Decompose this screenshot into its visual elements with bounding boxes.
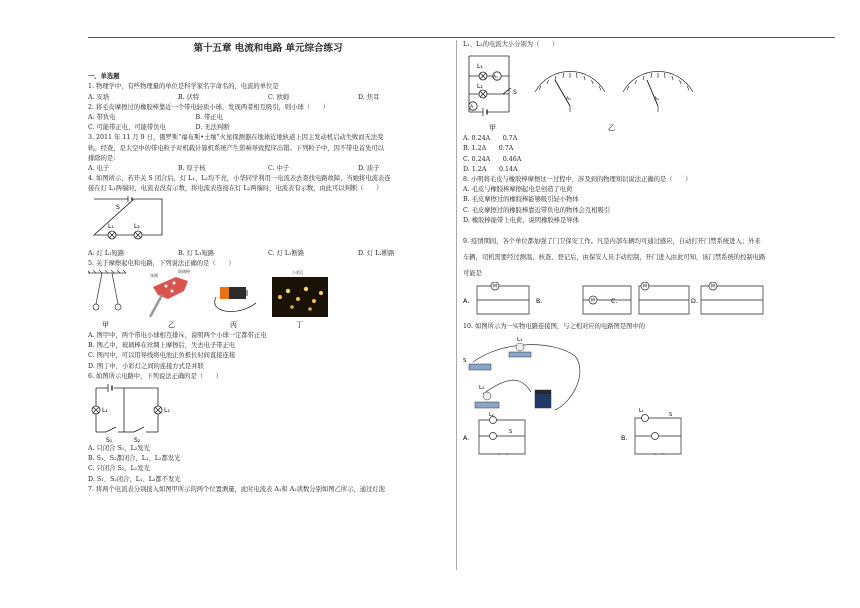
switch-label: S (116, 203, 120, 211)
physical-circuit (469, 343, 580, 410)
option-c[interactable]: C. 中子 (268, 165, 290, 173)
option-d[interactable]: D. 图丁中，小彩灯之间的连接方式是并联 (88, 362, 204, 370)
figure-label-yi: 乙 (168, 321, 175, 330)
question-stem: 5. 关于摩擦起电和电路，下列说法正确的是（ ） (88, 259, 235, 267)
option-a[interactable]: A. 安培 (88, 93, 110, 101)
option-b[interactable]: B. 毛皮摩擦过的橡胶棒能够吸引轻小物体 (463, 196, 579, 204)
switch-label-s2: S₂ (134, 437, 141, 445)
lamp-label-l2: L₂ (164, 407, 170, 415)
option-b[interactable]: B. 伏特 (178, 93, 200, 101)
suspended-balls-figure (88, 270, 126, 310)
motor-icon: M (643, 284, 647, 290)
lamp-tag: 小彩灯 (292, 270, 304, 276)
option-d[interactable]: D. S₁、S₂闭合，L₁、L₂都不发光 (88, 475, 181, 483)
figure-row-q5 (88, 269, 338, 331)
option-b[interactable]: B. 灯 L₁短路 (178, 249, 215, 257)
option-d[interactable]: D. 灯 L₂断路 (358, 249, 395, 257)
circuit-diagram-q6 (88, 382, 178, 444)
string-lights-figure (272, 277, 328, 317)
lamp-label-l1: L₁ (102, 407, 108, 415)
option-c[interactable]: C. 可能带正电，可能带负电 (88, 124, 166, 132)
option-c[interactable]: C. (611, 298, 618, 306)
question-stem-line: 4. 如图所示，若开关 S 闭合后，灯 L₁、L₂均不亮，小华同学利用一电流表去查找电路故障，当她将电流表连 (88, 175, 391, 183)
question-7 (463, 40, 835, 175)
question-3 (88, 133, 448, 174)
ammeter-dial-2 (623, 72, 693, 113)
circuit-jia (469, 56, 511, 116)
option-d[interactable]: D. 无法判断 (195, 124, 230, 132)
question-5 (88, 259, 448, 372)
option-d[interactable]: D. (691, 298, 698, 306)
lamp-label-a-l2: L₂ (489, 412, 494, 419)
option-d[interactable]: D. 1.2A 0.14A (463, 165, 518, 173)
question-2 (88, 103, 448, 134)
option-c[interactable]: C. 灯 L₁断路 (268, 249, 305, 257)
question-8 (463, 175, 835, 226)
lamp-label-l2: L₂ (134, 222, 140, 230)
option-b[interactable]: B. 图乙中，玻璃棒在丝绸上摩擦后，失去电子带正电 (88, 342, 236, 350)
option-c[interactable]: C. 欧姆 (268, 93, 290, 101)
header-rule (88, 37, 835, 38)
lamp-label-l1: L₁ (517, 337, 523, 344)
ammeter-dial-1 (535, 72, 605, 113)
question-9 (463, 234, 835, 282)
option-b[interactable]: B. 1.2A 0.7A (463, 145, 514, 153)
option-a[interactable]: A. 0.24A 0.7A (463, 135, 518, 143)
question-7-stem: 7. 将两个电流表分别接入如图甲所示的两个位置测量，此时电流表 A₁和 A₂读数分别如图乙所示，通过灯泡 (88, 485, 385, 493)
question-stem-line: 排除的是： (88, 154, 120, 162)
rod-tag: 玻璃棒 (178, 269, 190, 275)
lamp-label-l2: L₂ (477, 83, 483, 91)
meter-label-a1: A₁ (566, 97, 571, 103)
schematic-a (479, 420, 525, 454)
option-b[interactable]: B. (621, 435, 628, 443)
question-stem-line: 车辆，司机需要经过测温、核查、登记后，由保安人员手动控制，开门进入由此可知，该门禁系统的控制电路 (463, 254, 766, 262)
option-a[interactable]: A. (463, 298, 470, 306)
lamp-label-l1: L₁ (108, 222, 114, 230)
silk-tag: 丝绸 (150, 273, 158, 279)
option-b[interactable]: B. S₁、S₂都闭合，L₁、L₂都发光 (88, 455, 181, 463)
circuit-diagram-q4 (88, 195, 168, 249)
option-d[interactable]: D. 橡胶棒能带上电荷，说明橡胶棒是导体 (463, 216, 579, 224)
question-stem: 2. 将毛皮摩擦过的橡胶棒靠近一个带电轻质小球，发现两者相互吸引，则小球（ ） (88, 103, 329, 111)
question-stem: 1. 物理学中，有些物理量的单位是科学家名字命名的，电流的单位是 (88, 83, 279, 91)
options-q9 (463, 282, 793, 322)
lamp-label-l2: L₂ (479, 385, 485, 392)
motor-icon: M (591, 298, 595, 304)
figure-label-yi: 乙 (608, 124, 615, 133)
question-10 (463, 322, 835, 467)
column-divider (456, 40, 457, 570)
option-a[interactable]: A. 电子 (88, 165, 110, 173)
switch-label: S (513, 89, 517, 97)
page-title: 第十五章 电流和电路 单元综合练习 (193, 43, 343, 54)
figure-label-ding: 丁 (296, 321, 303, 330)
glass-rod-figure (150, 277, 188, 317)
option-a[interactable]: A. 图甲中，两个带电小球相互排斥，说明两个小球一定都带正电 (88, 332, 267, 340)
figure-label-jia: 甲 (102, 321, 109, 330)
motor-icon: M (493, 284, 497, 290)
left-column (88, 44, 448, 495)
option-d[interactable]: D. 焦耳 (358, 93, 380, 101)
motor-icon: M (711, 284, 715, 290)
option-a[interactable]: A. 带负电 (88, 114, 116, 122)
question-stem: 8. 小明将毛皮与橡胶棒摩擦这一过程中，涉及到的物理知识说法正确的是（ ） (463, 176, 692, 184)
ammeter-label-a1: A₁ (493, 75, 498, 81)
question-stem-line: 可能是 (463, 270, 482, 278)
lamp-label-l1: L₁ (477, 63, 483, 71)
question-stem-line: 3. 2011 年 11 月 9 日，俄罗斯“福布斯•土壤”火星探测器在地球近地轨道上因主发动机启动失败而无法变 (88, 134, 384, 142)
figure-label-jia: 甲 (489, 124, 496, 133)
question-stem-line: 9. 疫情期间，各个单位都加强了门卫保安工作。凡是内部车辆均可通过感应，自动打开门禁系统进入；外来 (463, 238, 761, 246)
question-1 (88, 82, 448, 102)
question-6 (88, 372, 448, 485)
question-4 (88, 174, 448, 259)
ammeter-label-a2: A (470, 105, 474, 111)
question-stem-cont: L₁、L₂的电流大小分别为（ ） (463, 41, 559, 48)
option-a[interactable]: A. (463, 435, 470, 443)
figure-q7 (463, 50, 713, 134)
option-a[interactable]: A. 只闭合 S₁，L₂发光 (88, 445, 150, 453)
question-stem-line: 接在灯 L₁两端时，电流表没有示数，将电流表连接在灯 L₂两端时，电流表有示数，由此可以判断（ ） (88, 185, 383, 193)
option-d[interactable]: D. 质子 (358, 165, 380, 173)
option-c[interactable]: C. 图丙中，可以用导线将电池正负极长时间直接连接 (88, 352, 236, 360)
question-stem: 6. 如图所示电路中，下列说法正确的是（ ） (88, 372, 222, 380)
question-stem-line: 轨。经查，是太空中的带电粒子对机载计算机系统产生影响导致程序出错。下列粒子中，因不带电首先可以 (88, 144, 384, 152)
option-c[interactable]: C. 0.24A 0.46A (463, 155, 522, 163)
option-b[interactable]: B. 原子核 (178, 165, 206, 173)
question-stem: 10. 如图所示为一实物电路连接图，与之相对应的电路图是图中的 (463, 323, 646, 331)
right-column (463, 40, 835, 467)
meter-label-a2: A₂ (654, 97, 659, 103)
option-b[interactable]: B. (536, 298, 543, 306)
option-c[interactable]: C. 只闭合 S₂，L₁发光 (88, 465, 150, 473)
switch-label-b: S (669, 412, 673, 419)
battery-figure (215, 287, 256, 312)
option-b[interactable]: B. 带正电 (195, 114, 224, 122)
option-a[interactable]: A. 毛皮与橡胶棒摩擦起电是创造了电荷 (463, 186, 573, 194)
switch-label-s1: S₁ (106, 437, 113, 445)
figure-label-bing: 丙 (230, 321, 237, 330)
lamp-label-b-l1: L₁ (639, 408, 644, 415)
switch-label-a: S (509, 429, 513, 436)
section-heading: 一、单选题 (88, 73, 120, 81)
switch-label: S (463, 358, 467, 365)
option-c[interactable]: C. 毛皮摩擦过的橡胶棒靠近带负电的物体会互相吸引 (463, 206, 611, 214)
option-a[interactable]: A. 灯 L₁短路 (88, 249, 125, 257)
figure-q10 (463, 332, 703, 467)
